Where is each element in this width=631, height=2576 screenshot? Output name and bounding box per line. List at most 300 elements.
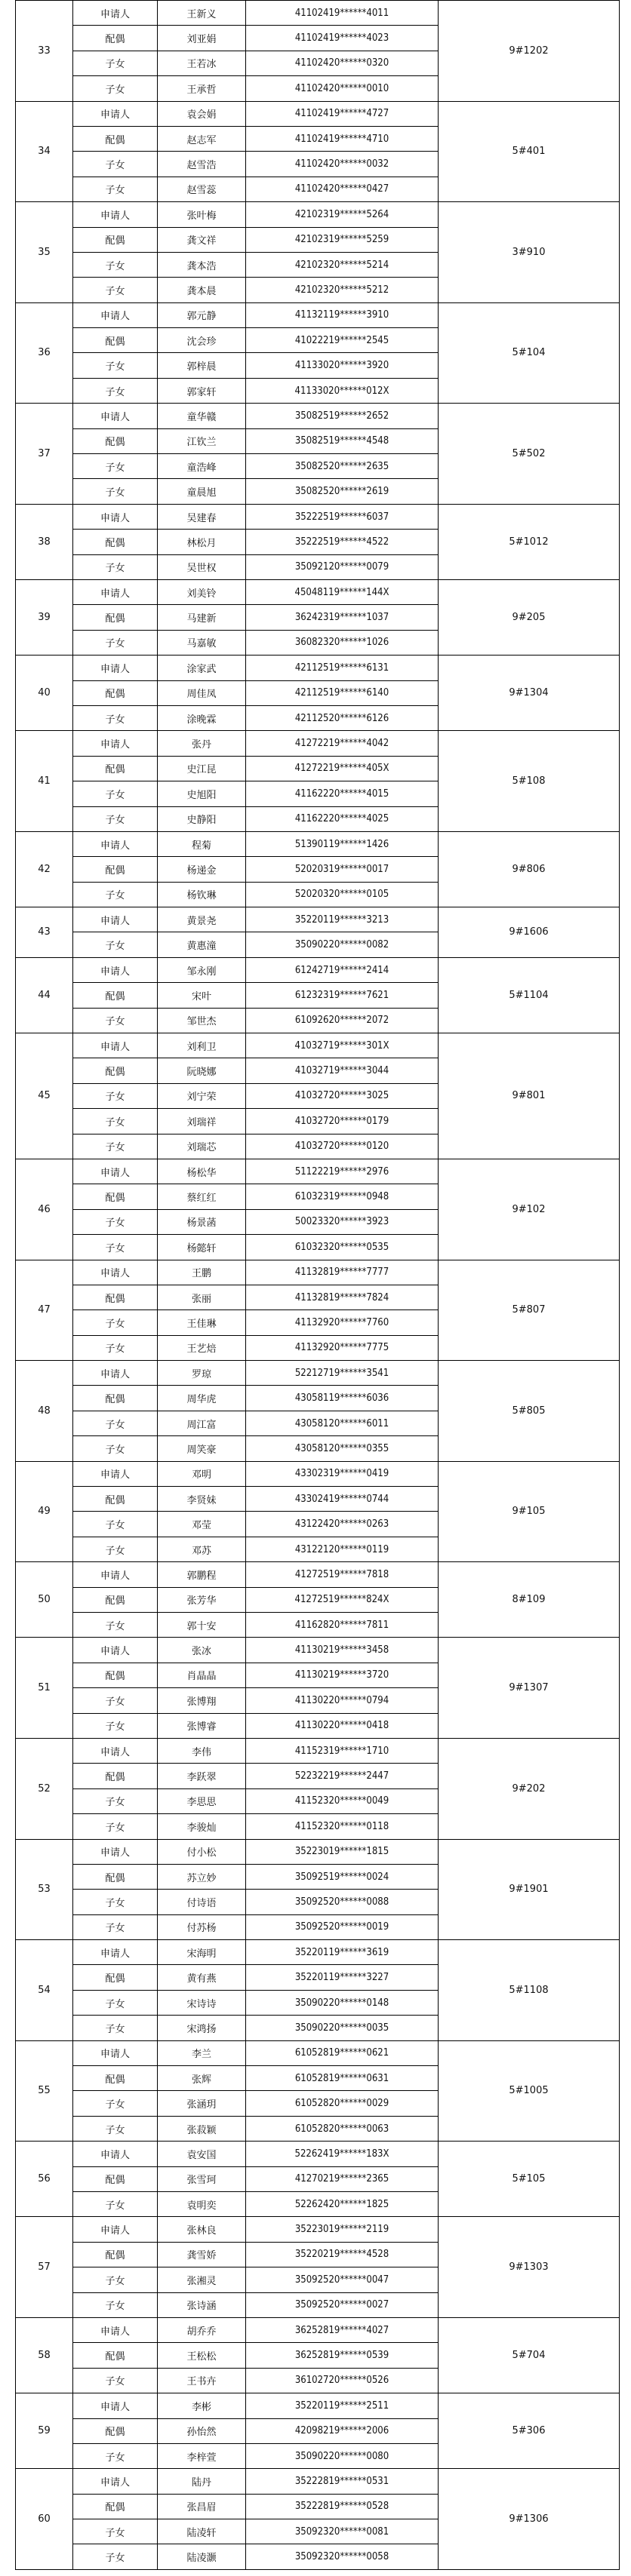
name-cell: 黄有燕: [158, 1965, 246, 1990]
relation-cell: 申请人: [73, 2217, 158, 2242]
group-number-cell: 50: [16, 1562, 73, 1638]
name-cell: 孙怡然: [158, 2418, 246, 2443]
unit-number-cell: 5#306: [439, 2393, 620, 2469]
id-number-cell: 41133020******012X: [246, 378, 439, 403]
group-number-cell: 41: [16, 731, 73, 832]
name-cell: 郭十安: [158, 1613, 246, 1638]
relation-cell: 子女: [73, 2267, 158, 2292]
table-row: [16, 2393, 620, 2418]
relation-cell: 子女: [73, 76, 158, 101]
name-cell: 付小松: [158, 1839, 246, 1864]
id-number-cell: 42112519******6131: [246, 656, 439, 680]
id-number-cell: 35223019******2119: [246, 2217, 439, 2242]
relation-cell: 子女: [73, 1537, 158, 1561]
group-number-cell: 53: [16, 1839, 73, 1940]
id-number-cell: 42112519******6140: [246, 680, 439, 705]
name-cell: 黄惠潼: [158, 932, 246, 957]
id-number-cell: 61052819******0631: [246, 2066, 439, 2091]
name-cell: 罗琼: [158, 1361, 246, 1386]
id-number-cell: 41022219******2545: [246, 328, 439, 353]
relation-cell: 配偶: [73, 2242, 158, 2267]
name-cell: 童晨旭: [158, 479, 246, 504]
relation-cell: 配偶: [73, 1965, 158, 1990]
id-number-cell: 52262419******183X: [246, 2142, 439, 2166]
unit-number-cell: 5#807: [439, 1260, 620, 1361]
id-number-cell: 41102419******4023: [246, 26, 439, 51]
relation-cell: 子女: [73, 2292, 158, 2317]
id-number-cell: 41162220******4015: [246, 781, 439, 806]
id-number-cell: 41102419******4011: [246, 1, 439, 26]
table-row: [16, 2469, 620, 2494]
name-cell: 杨钦琳: [158, 882, 246, 907]
id-number-cell: 35092520******0047: [246, 2267, 439, 2292]
relation-cell: 配偶: [73, 1386, 158, 1411]
id-number-cell: 35092320******0081: [246, 2519, 439, 2544]
id-number-cell: 41032720******3025: [246, 1083, 439, 1108]
unit-number-cell: 5#108: [439, 731, 620, 832]
group-number-cell: 45: [16, 1033, 73, 1159]
name-cell: 张林良: [158, 2217, 246, 2242]
table-row: [16, 957, 620, 982]
relation-cell: 申请人: [73, 404, 158, 428]
relation-cell: 配偶: [73, 530, 158, 554]
table-row: [16, 1940, 620, 1965]
relation-cell: 子女: [73, 1914, 158, 1939]
id-number-cell: 35092520******0027: [246, 2292, 439, 2317]
relation-cell: 子女: [73, 882, 158, 907]
id-number-cell: 41130219******3458: [246, 1638, 439, 1663]
id-number-cell: 41272219******405X: [246, 756, 439, 781]
name-cell: 张涵玥: [158, 2091, 246, 2116]
id-number-cell: 61052819******0621: [246, 2040, 439, 2065]
relation-cell: 申请人: [73, 504, 158, 529]
relation-cell: 申请人: [73, 1, 158, 26]
id-number-cell: 51122219******2976: [246, 1159, 439, 1184]
table-row: [16, 1159, 620, 1184]
id-number-cell: 41132119******3910: [246, 302, 439, 327]
name-cell: 郭鹏程: [158, 1562, 246, 1587]
id-number-cell: 35220219******4528: [246, 2242, 439, 2267]
name-cell: 宋海明: [158, 1940, 246, 1965]
table-body: [16, 1, 620, 2570]
name-cell: 郭梓晨: [158, 353, 246, 378]
id-number-cell: 35090220******0080: [246, 2443, 439, 2468]
group-number-cell: 55: [16, 2040, 73, 2142]
id-number-cell: 45048119******144X: [246, 579, 439, 604]
name-cell: 程菊: [158, 831, 246, 856]
id-number-cell: 35082519******2652: [246, 404, 439, 428]
id-number-cell: 43058120******0355: [246, 1436, 439, 1461]
name-cell: 杨懿轩: [158, 1235, 246, 1260]
name-cell: 史旭阳: [158, 781, 246, 806]
relation-cell: 申请人: [73, 2317, 158, 2342]
name-cell: 李跃翠: [158, 1764, 246, 1788]
id-number-cell: 43058119******6036: [246, 1386, 439, 1411]
relation-cell: 申请人: [73, 2142, 158, 2166]
name-cell: 王新义: [158, 1, 246, 26]
group-number-cell: 58: [16, 2317, 73, 2393]
table-row: [16, 404, 620, 428]
unit-number-cell: 9#1307: [439, 1638, 620, 1739]
name-cell: 邓莹: [158, 1512, 246, 1537]
relation-cell: 申请人: [73, 302, 158, 327]
relation-cell: 子女: [73, 177, 158, 201]
name-cell: 刘亚娟: [158, 26, 246, 51]
name-cell: 赵志军: [158, 126, 246, 151]
name-cell: 李贤妹: [158, 1487, 246, 1512]
relation-cell: 申请人: [73, 101, 158, 126]
group-number-cell: 46: [16, 1159, 73, 1260]
name-cell: 童浩峰: [158, 454, 246, 479]
name-cell: 宋叶: [158, 983, 246, 1008]
relation-cell: 配偶: [73, 2418, 158, 2443]
name-cell: 刘利卫: [158, 1033, 246, 1058]
id-number-cell: 35090220******0082: [246, 932, 439, 957]
id-number-cell: 35220119******2511: [246, 2393, 439, 2418]
relation-cell: 子女: [73, 806, 158, 831]
relation-cell: 子女: [73, 1436, 158, 1461]
relation-cell: 申请人: [73, 1638, 158, 1663]
group-number-cell: 38: [16, 504, 73, 579]
relation-cell: 子女: [73, 1411, 158, 1435]
id-number-cell: 41130219******3720: [246, 1663, 439, 1687]
name-cell: 赵雪浩: [158, 152, 246, 177]
id-number-cell: 42102320******5214: [246, 252, 439, 277]
name-cell: 李思思: [158, 1788, 246, 1813]
unit-number-cell: 9#801: [439, 1033, 620, 1159]
id-number-cell: 43302319******0419: [246, 1461, 439, 1486]
name-cell: 邹永刚: [158, 957, 246, 982]
table-row: [16, 1260, 620, 1285]
name-cell: 付诗语: [158, 1890, 246, 1914]
name-cell: 沈会珍: [158, 328, 246, 353]
id-number-cell: 41102420******0320: [246, 51, 439, 75]
name-cell: 周笑豪: [158, 1436, 246, 1461]
name-cell: 袁安国: [158, 2142, 246, 2166]
relation-cell: 子女: [73, 2544, 158, 2569]
unit-number-cell: 5#105: [439, 2142, 620, 2217]
id-number-cell: 42098219******2006: [246, 2418, 439, 2443]
relation-cell: 配偶: [73, 1864, 158, 1889]
table-row: [16, 504, 620, 529]
name-cell: 郭元静: [158, 302, 246, 327]
id-number-cell: 35082519******4548: [246, 428, 439, 453]
id-number-cell: 41133020******3920: [246, 353, 439, 378]
id-number-cell: 35082520******2619: [246, 479, 439, 504]
relation-cell: 子女: [73, 1990, 158, 2015]
id-number-cell: 41272219******4042: [246, 731, 439, 756]
name-cell: 王承哲: [158, 76, 246, 101]
name-cell: 杨松华: [158, 1159, 246, 1184]
name-cell: 李伟: [158, 1738, 246, 1763]
id-number-cell: 36102720******0526: [246, 2368, 439, 2393]
unit-number-cell: 5#1108: [439, 1940, 620, 2041]
relation-cell: 子女: [73, 705, 158, 730]
id-number-cell: 52262420******1825: [246, 2191, 439, 2216]
name-cell: 袁明奕: [158, 2191, 246, 2216]
id-number-cell: 43122420******0263: [246, 1512, 439, 1537]
relation-cell: 申请人: [73, 1940, 158, 1965]
relation-cell: 子女: [73, 554, 158, 579]
name-cell: 张菽颖: [158, 2116, 246, 2141]
name-cell: 袁会娟: [158, 101, 246, 126]
id-number-cell: 41270219******2365: [246, 2166, 439, 2191]
id-number-cell: 52212719******3541: [246, 1361, 439, 1386]
id-number-cell: 35222819******0528: [246, 2494, 439, 2519]
name-cell: 赵雪蕊: [158, 177, 246, 201]
relation-cell: 子女: [73, 1209, 158, 1234]
id-number-cell: 35090220******0035: [246, 2016, 439, 2040]
id-number-cell: 35222519******6037: [246, 504, 439, 529]
relation-cell: 配偶: [73, 227, 158, 252]
relation-cell: 子女: [73, 1613, 158, 1638]
name-cell: 江钦兰: [158, 428, 246, 453]
name-cell: 张诗涵: [158, 2292, 246, 2317]
name-cell: 林松月: [158, 530, 246, 554]
id-number-cell: 61032320******0535: [246, 1235, 439, 1260]
id-number-cell: 41132920******7760: [246, 1310, 439, 1335]
relation-cell: 配偶: [73, 1184, 158, 1209]
id-number-cell: 36252819******4027: [246, 2317, 439, 2342]
name-cell: 马嘉敏: [158, 630, 246, 655]
table-row: [16, 1738, 620, 1763]
group-number-cell: 57: [16, 2217, 73, 2318]
table-row: [16, 2040, 620, 2065]
id-number-cell: 41152320******0118: [246, 1814, 439, 1839]
id-number-cell: 61232319******7621: [246, 983, 439, 1008]
name-cell: 张辉: [158, 2066, 246, 2091]
relation-cell: 配偶: [73, 756, 158, 781]
relation-cell: 配偶: [73, 1764, 158, 1788]
relation-cell: 子女: [73, 2116, 158, 2141]
name-cell: 王鹏: [158, 1260, 246, 1285]
name-cell: 郭家轩: [158, 378, 246, 403]
relation-cell: 申请人: [73, 731, 158, 756]
id-number-cell: 35092520******0088: [246, 1890, 439, 1914]
name-cell: 李彬: [158, 2393, 246, 2418]
name-cell: 蔡红红: [158, 1184, 246, 1209]
id-number-cell: 43302419******0744: [246, 1487, 439, 1512]
relation-cell: 配偶: [73, 428, 158, 453]
relation-cell: 申请人: [73, 1033, 158, 1058]
name-cell: 邓苏: [158, 1537, 246, 1561]
name-cell: 周华虎: [158, 1386, 246, 1411]
table-row: [16, 579, 620, 604]
name-cell: 阮晓娜: [158, 1058, 246, 1083]
id-number-cell: 61092620******2072: [246, 1008, 439, 1033]
name-cell: 涂家武: [158, 656, 246, 680]
relation-cell: 子女: [73, 454, 158, 479]
name-cell: 史静阳: [158, 806, 246, 831]
name-cell: 涂晚霖: [158, 705, 246, 730]
unit-number-cell: 8#109: [439, 1562, 620, 1638]
name-cell: 刘美铃: [158, 579, 246, 604]
id-number-cell: 41102420******0427: [246, 177, 439, 201]
relation-cell: 子女: [73, 1788, 158, 1813]
id-number-cell: 50023320******3923: [246, 1209, 439, 1234]
id-number-cell: 41102420******0010: [246, 76, 439, 101]
id-number-cell: 43058120******6011: [246, 1411, 439, 1435]
relation-cell: 配偶: [73, 1587, 158, 1612]
relation-cell: 子女: [73, 278, 158, 302]
id-number-cell: 61032319******0948: [246, 1184, 439, 1209]
relation-cell: 配偶: [73, 680, 158, 705]
id-number-cell: 41130220******0418: [246, 1713, 439, 1738]
relation-cell: 配偶: [73, 1487, 158, 1512]
relation-cell: 子女: [73, 2016, 158, 2040]
id-number-cell: 52232219******2447: [246, 1764, 439, 1788]
name-cell: 王若冰: [158, 51, 246, 75]
id-number-cell: 42102319******5264: [246, 202, 439, 227]
name-cell: 陆丹: [158, 2469, 246, 2494]
id-number-cell: 41032720******0179: [246, 1109, 439, 1134]
name-cell: 周江富: [158, 1411, 246, 1435]
name-cell: 龚本浩: [158, 252, 246, 277]
group-number-cell: 47: [16, 1260, 73, 1361]
name-cell: 陆凌灏: [158, 2544, 246, 2569]
id-number-cell: 35223019******1815: [246, 1839, 439, 1864]
name-cell: 王书卉: [158, 2368, 246, 2393]
name-cell: 李骏灿: [158, 1814, 246, 1839]
id-number-cell: 61242719******2414: [246, 957, 439, 982]
table-row: [16, 1839, 620, 1864]
unit-number-cell: 5#1005: [439, 2040, 620, 2142]
table-row: [16, 1033, 620, 1058]
group-number-cell: 42: [16, 831, 73, 907]
relation-cell: 子女: [73, 479, 158, 504]
id-number-cell: 41102419******4727: [246, 101, 439, 126]
id-number-cell: 41132819******7777: [246, 1260, 439, 1285]
name-cell: 宋诗诗: [158, 1990, 246, 2015]
group-number-cell: 33: [16, 1, 73, 102]
name-cell: 王佳琳: [158, 1310, 246, 1335]
id-number-cell: 61052820******0063: [246, 2116, 439, 2141]
name-cell: 张雪珂: [158, 2166, 246, 2191]
table-row: [16, 1, 620, 26]
relation-cell: 申请人: [73, 1738, 158, 1763]
unit-number-cell: 9#806: [439, 831, 620, 907]
id-number-cell: 42112520******6126: [246, 705, 439, 730]
table-row: [16, 2217, 620, 2242]
relation-cell: 配偶: [73, 2066, 158, 2091]
relation-cell: 配偶: [73, 1663, 158, 1687]
id-number-cell: 41162820******7811: [246, 1613, 439, 1638]
relation-cell: 子女: [73, 1688, 158, 1713]
id-number-cell: 36082320******1026: [246, 630, 439, 655]
unit-number-cell: 9#1304: [439, 656, 620, 731]
name-cell: 龚文祥: [158, 227, 246, 252]
name-cell: 苏立妙: [158, 1864, 246, 1889]
name-cell: 张湘灵: [158, 2267, 246, 2292]
name-cell: 刘宁荣: [158, 1083, 246, 1108]
relation-cell: 申请人: [73, 2040, 158, 2065]
unit-number-cell: 5#1104: [439, 957, 620, 1033]
name-cell: 张丹: [158, 731, 246, 756]
id-number-cell: 52020320******0105: [246, 882, 439, 907]
relation-cell: 配偶: [73, 605, 158, 630]
id-number-cell: 41162220******4025: [246, 806, 439, 831]
unit-number-cell: 9#1606: [439, 907, 620, 958]
unit-number-cell: 9#105: [439, 1461, 620, 1562]
name-cell: 刘瑞芯: [158, 1134, 246, 1159]
unit-number-cell: 9#1901: [439, 1839, 620, 1940]
id-number-cell: 43122120******0119: [246, 1537, 439, 1561]
housing-allocation-table: [15, 0, 620, 2570]
relation-cell: 子女: [73, 1109, 158, 1134]
name-cell: 刘瑞祥: [158, 1109, 246, 1134]
id-number-cell: 41130220******0794: [246, 1688, 439, 1713]
relation-cell: 申请人: [73, 1461, 158, 1486]
table-row: [16, 2142, 620, 2166]
group-number-cell: 54: [16, 1940, 73, 2041]
relation-cell: 子女: [73, 1713, 158, 1738]
name-cell: 黄景尧: [158, 907, 246, 932]
table-row: [16, 302, 620, 327]
relation-cell: 子女: [73, 1134, 158, 1159]
relation-cell: 配偶: [73, 2166, 158, 2191]
relation-cell: 申请人: [73, 1159, 158, 1184]
id-number-cell: 35092519******0024: [246, 1864, 439, 1889]
id-number-cell: 41132819******7824: [246, 1285, 439, 1309]
group-number-cell: 39: [16, 579, 73, 655]
name-cell: 陆凌轩: [158, 2519, 246, 2544]
table-row: [16, 101, 620, 126]
relation-cell: 配偶: [73, 857, 158, 882]
relation-cell: 子女: [73, 1335, 158, 1360]
relation-cell: 申请人: [73, 1361, 158, 1386]
table-row: [16, 731, 620, 756]
group-number-cell: 34: [16, 101, 73, 202]
relation-cell: 子女: [73, 932, 158, 957]
relation-cell: 子女: [73, 781, 158, 806]
name-cell: 付苏杨: [158, 1914, 246, 1939]
table-row: [16, 907, 620, 932]
relation-cell: 子女: [73, 2368, 158, 2393]
name-cell: 李兰: [158, 2040, 246, 2065]
name-cell: 吴建春: [158, 504, 246, 529]
id-number-cell: 35222519******4522: [246, 530, 439, 554]
relation-cell: 子女: [73, 630, 158, 655]
id-number-cell: 41272519******7818: [246, 1562, 439, 1587]
group-number-cell: 35: [16, 202, 73, 303]
name-cell: 周佳凤: [158, 680, 246, 705]
unit-number-cell: 9#1202: [439, 1, 620, 102]
group-number-cell: 59: [16, 2393, 73, 2469]
unit-number-cell: 5#805: [439, 1361, 620, 1462]
relation-cell: 子女: [73, 2091, 158, 2116]
relation-cell: 申请人: [73, 831, 158, 856]
id-number-cell: 35092120******0079: [246, 554, 439, 579]
relation-cell: 申请人: [73, 957, 158, 982]
id-number-cell: 61052820******0029: [246, 2091, 439, 2116]
unit-number-cell: 5#104: [439, 302, 620, 404]
group-number-cell: 43: [16, 907, 73, 958]
name-cell: 张博睿: [158, 1713, 246, 1738]
unit-number-cell: 5#704: [439, 2317, 620, 2393]
unit-number-cell: 9#205: [439, 579, 620, 655]
name-cell: 杨景菡: [158, 1209, 246, 1234]
table-row: [16, 1562, 620, 1587]
relation-cell: 配偶: [73, 2494, 158, 2519]
relation-cell: 配偶: [73, 1058, 158, 1083]
table-row: [16, 2317, 620, 2342]
group-number-cell: 48: [16, 1361, 73, 1462]
name-cell: 王松松: [158, 2343, 246, 2368]
table-row: [16, 656, 620, 680]
group-number-cell: 40: [16, 656, 73, 731]
relation-cell: 申请人: [73, 1562, 158, 1587]
id-number-cell: 35092320******0058: [246, 2544, 439, 2569]
